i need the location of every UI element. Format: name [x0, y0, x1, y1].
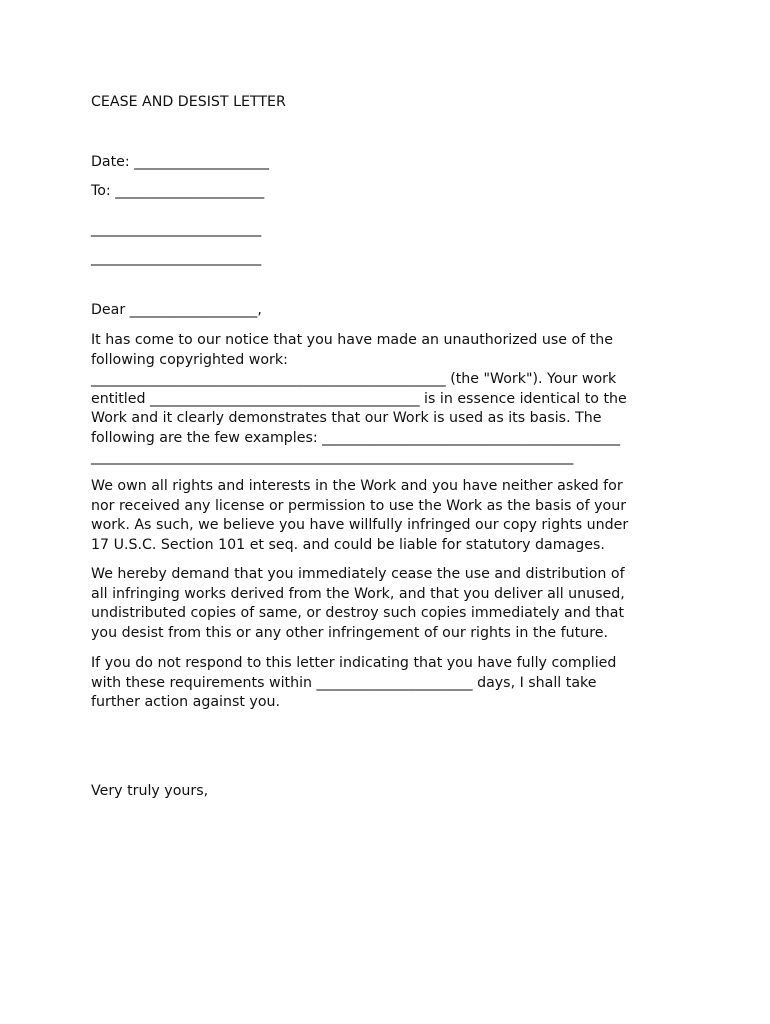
paragraph-line: If you do not respond to this letter indicating that you have fully complied: [91, 655, 617, 671]
recipient-line: To: _____________________: [91, 183, 265, 199]
address-line: ________________________: [91, 221, 262, 237]
paragraph-line: work. As such, we believe you have willfully infringed our copy rights under: [91, 517, 629, 533]
paragraph-line: further action against you.: [91, 694, 280, 710]
paragraph-line: ____________________________________________________________________: [91, 449, 574, 465]
paragraph-line: We own all rights and interests in the Work and you have neither asked for: [91, 478, 623, 494]
letter-title: CEASE AND DESIST LETTER: [91, 94, 286, 110]
paragraph-line: nor received any license or permission to use the Work as the basis of your: [91, 497, 627, 514]
paragraph-line: you desist from this or any other infringement of our rights in the future.: [91, 624, 608, 641]
salutation: Dear __________________,: [91, 302, 262, 318]
paragraph-line: entitled ______________________________________ is in essence identical to the: [91, 390, 627, 407]
paragraph-line: Work and it clearly demonstrates that our Work is used as its basis. The: [91, 410, 602, 426]
closing: Very truly yours,: [91, 783, 209, 799]
address-line: ________________________: [91, 250, 262, 266]
paragraph-line: following are the few examples: __________________________________________: [91, 429, 621, 446]
paragraph-line: with these requirements within ______________________ days, I shall take: [91, 674, 597, 691]
paragraph-line: all infringing works derived from the Work, and that you deliver all unused,: [91, 585, 625, 602]
paragraph-line: It has come to our notice that you have made an unauthorized use of the: [91, 332, 614, 348]
paragraph-line: We hereby demand that you immediately cease the use and distribution of: [91, 566, 625, 582]
paragraph-line: following copyrighted work:: [91, 351, 288, 368]
paragraph-line: 17 U.S.C. Section 101 et seq. and could be liable for statutory damages.: [91, 536, 605, 553]
paragraph-line: undistributed copies of same, or destroy such copies immediately and that: [91, 605, 625, 621]
paragraph-line: __________________________________________________ (the "Work"). Your work: [91, 371, 617, 387]
date-line: Date: ___________________: [91, 154, 269, 170]
